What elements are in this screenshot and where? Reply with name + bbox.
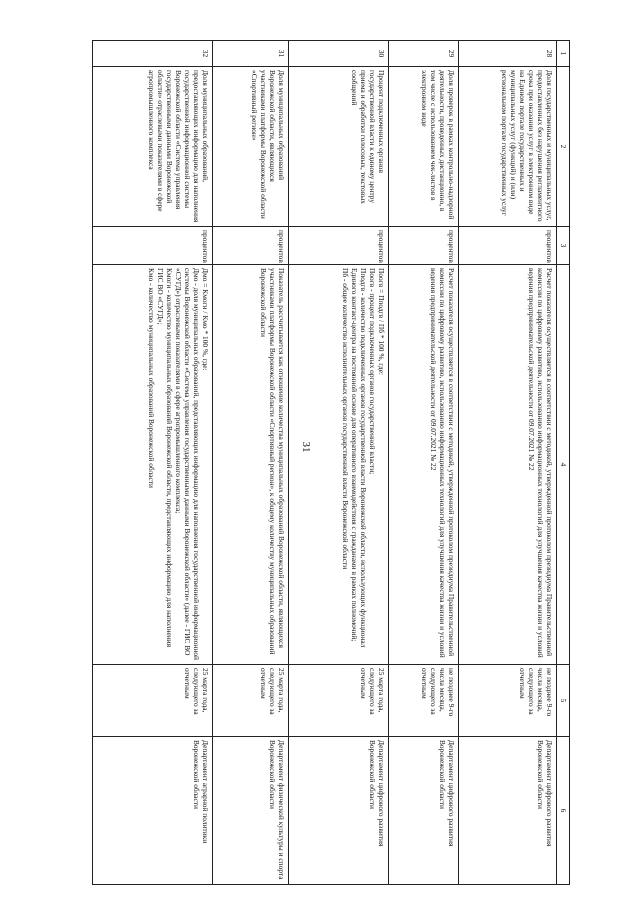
column-header: 5 [557,665,570,737]
table-row [389,41,459,885]
method-cell: Дмо = Кмоги / Кмо * 100 %, где: Дмо - доля муниципальных образований, представляющих информацию для наполнения государственной информационной системы Воронежской области «Система управления государственными данными Воронежской области» (далее - ГИС ВО «СУГД») отраслевыми показателями в сфере агропромышленного комплекса; Кмоги - количество муниципальных образований Воронежской области, представляющих информацию для наполнения ГИС ВО «СУГД»; Кмо - количество муниципальных образований Воронежской области [93,265,213,665]
responsible-cell: Департамент цифрового развития Воронежской области [289,737,389,885]
table-row [213,41,289,885]
method-cell: Поогв = Пподгв / Пб * 100 %, где: Поогв - процент подключенных органов государственной власти; Пподгв - количество подключенных органов государственной власти Воронежской области, использующих функционал Единого контакт-центра на постоянной основе для оперативного взаимодействия с гражданами в рамках полномочий; Пб - общее количество исполнительных органов государственной власти Воронежской области [289,265,389,665]
unit-cell: процентов [459,227,557,265]
unit-cell: процентов [389,227,459,265]
responsible-cell: Департамент физической культуры и спорта Воронежской области [213,737,289,885]
column-header: 4 [557,265,570,665]
column-header: 3 [557,227,570,265]
row-number: 32 [93,41,213,67]
indicator-name: Доля государственных и муниципальных услуг, предоставленных без нарушения регламентного срока при оказании услуг в электронном виде на Едином портале государственных и муниципальных услуг (функций) и (или) региональном портале государственных услуг [459,67,557,227]
deadline-cell: 25 марта года, следующего за отчетным [289,665,389,737]
deadline-cell: 25 марта года, следующего за отчетным [213,665,289,737]
row-number: 28 [459,41,557,67]
indicator-name: Доля муниципальных образований, предоставляющих информацию для наполнения государственной информационной системы Воронежской области «Система управления государственными данными Воронежской области» отраслевыми показателями в сфере агропромышленного комплекса [93,67,213,227]
method-cell: Расчет показателя осуществляется в соответствии с методикой, утвержденной протоколом президиума Правительственной комиссии по цифровому развитию, использованию информационных технологий для улучшения качества жизни и условий ведения предпринимательской деятельности от 09.07.2021 № 22 [389,265,459,665]
responsible-cell: Департамент аграрной политики Воронежской области [93,737,213,885]
table-header-row [557,41,570,885]
unit-cell: процентов [213,227,289,265]
indicator-table [92,40,570,885]
deadline-cell: не позднее 9-го числа месяца, следующего за отчетным [389,665,459,737]
deadline-cell: не позднее 9-го числа месяца, следующего за отчетным [459,665,557,737]
method-cell: Показатель рассчитывается как отношение количества муниципальных образований Воронежской области, являющихся участниками платформы Воронежской области «Спортивный регион», к общему количеству муниципальных образований Воронежской области [213,265,289,665]
row-number: 31 [213,41,289,67]
indicator-name: Доля муниципальных образований Воронежской области, являющихся участниками платформы Воронежской области «Спортивный регион» [213,67,289,227]
column-header: 2 [557,67,570,227]
page-number: 31 [300,441,312,453]
deadline-cell: 25 марта года, следующего за отчетным [93,665,213,737]
rotated-table-container [90,40,570,884]
column-header: 1 [557,41,570,67]
responsible-cell: Департамент цифрового развития Воронежской области [459,737,557,885]
table-row [459,41,557,885]
table-row [93,41,213,885]
unit-cell: процентов [289,227,389,265]
unit-cell: процентов [93,227,213,265]
row-number: 29 [389,41,459,67]
column-header: 6 [557,737,570,885]
table-row [289,41,389,885]
row-number: 30 [289,41,389,67]
method-cell: Расчет показателя осуществляется в соответствии с методикой, утвержденной протоколом президиума Правительственной комиссии по цифровому развитию, использованию информационных технологий для улучшения качества жизни и условий ведения предпринимательской деятельности от 09.07.2021 № 22 [459,265,557,665]
indicator-name: Процент подключенных органов государственной власти к единому центру приема и обработки голосовых, текстовых сообщений [289,67,389,227]
responsible-cell: Департамент цифрового развития Воронежской области [389,737,459,885]
indicator-name: Доля проверок в рамках контрольно-надзорной деятельности, проведенных дистанционно, в том числе с использованием чек-листов в электронном виде [389,67,459,227]
